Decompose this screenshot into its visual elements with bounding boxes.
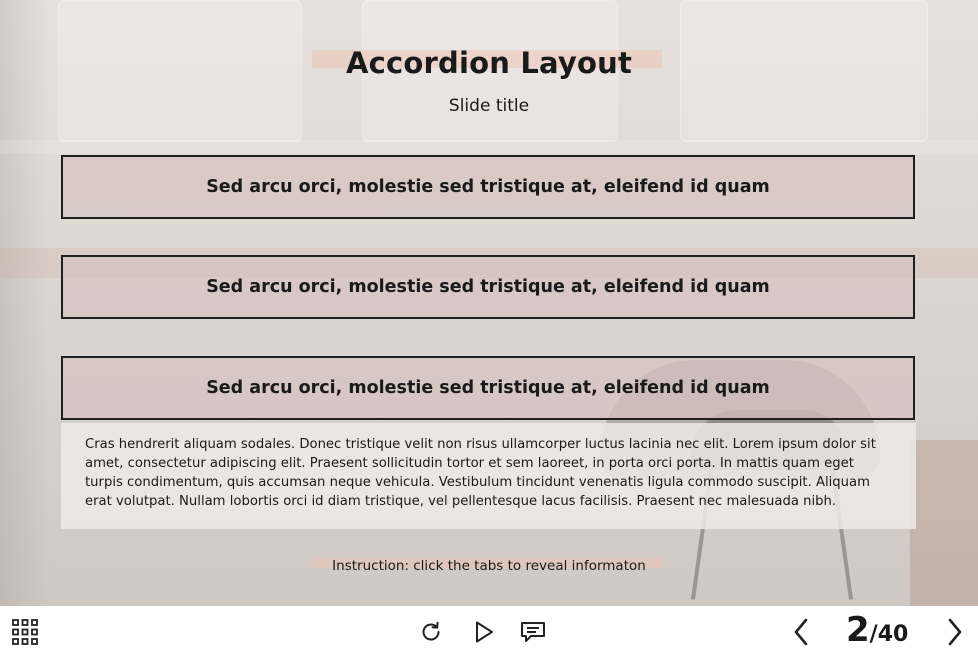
background-shade: [0, 0, 50, 606]
play-icon[interactable]: [470, 618, 498, 646]
accordion-tab-label: Sed arcu orci, molestie sed tristique at, eleifend id quam: [206, 378, 770, 398]
accordion-tab-label: Sed arcu orci, molestie sed tristique at, eleifend id quam: [206, 277, 770, 297]
instruction-text: Instruction: click the tabs to reveal informaton: [332, 558, 646, 574]
player-control-bar: [0, 606, 978, 656]
background-wood: [910, 440, 978, 606]
grid-menu-icon[interactable]: [10, 617, 40, 647]
background-sill: [0, 140, 978, 154]
captions-icon[interactable]: [519, 618, 547, 646]
accordion-tab-2[interactable]: [61, 255, 915, 319]
slide-heading: Accordion Layout: [345, 46, 633, 80]
page-current: 2: [846, 610, 870, 650]
accordion-tab-label: Sed arcu orci, molestie sed tristique at, eleifend id quam: [206, 177, 770, 197]
accordion-tab-1[interactable]: [61, 155, 915, 219]
accordion-tab-3[interactable]: [61, 356, 915, 420]
chevron-right-icon[interactable]: [940, 616, 970, 648]
page-separator: /: [869, 622, 878, 647]
chevron-left-icon[interactable]: [786, 616, 816, 648]
page-counter: [846, 606, 926, 656]
replay-icon[interactable]: [417, 618, 445, 646]
page-total: 40: [877, 622, 909, 647]
accordion-panel-content: Cras hendrerit aliquam sodales. Donec tristique velit non risus ullamcorper luctus lacinia nec elit. Lorem ipsum dolor sit amet, consectetur adipiscing elit. Praesent sollicitudin tortor et sem laoreet, in porta orci porta. In mattis quam eget turpis condimentum, quis accumsan neque vehicula. Vestibulum tincidunt venenatis ligula commodo suscipit. Aliquam erat volutpat. Nullam lobortis orci id diam tristique, vel pellentesque lacus facilisis. Praesent nec malesuada nibh.: [61, 423, 916, 529]
slide-subtitle: Slide title: [448, 96, 530, 116]
